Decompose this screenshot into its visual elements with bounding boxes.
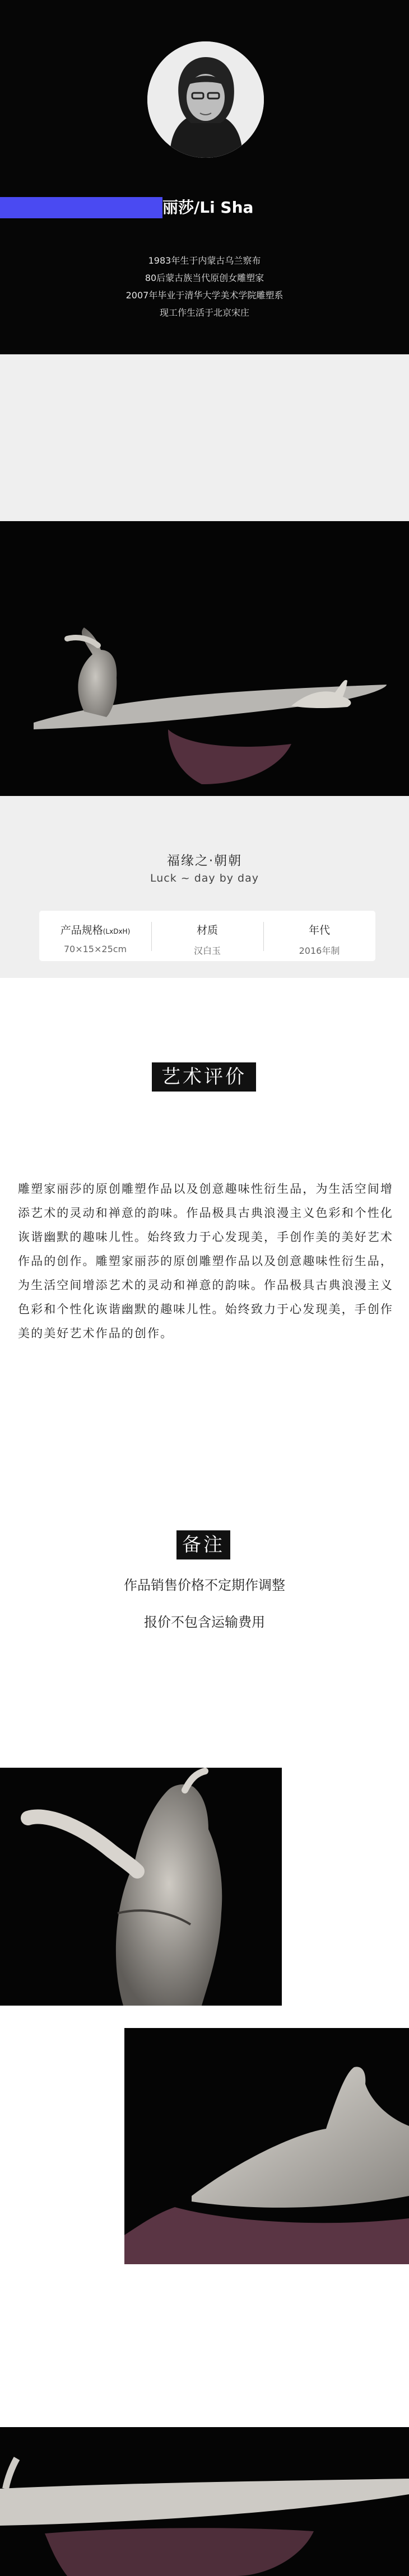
bio-line: 80后蒙古族当代原创女雕塑家 — [145, 273, 264, 283]
evaluation-heading: 艺术评价 — [152, 1062, 256, 1092]
spec-year — [263, 911, 375, 961]
evaluation-text: 雕塑家丽莎的原创雕塑作品以及创意趣味性衍生品，为生活空间增添艺术的灵动和禅意的韵味。作品极具古典浪漫主义色彩和个性化诙谐幽默的趣味儿性。始终致力于心发现美，手创作美的美好艺术作品的创作。雕塑家丽莎的原创雕塑作品以及创意趣味性衍生品，为生活空间增添艺术的灵动和禅意的韵味。作品极具古典浪漫主义色彩和个性化诙谐幽默的趣味儿性。始终致力于心发现美，手创作美的美好艺术作品的创作。 — [18, 1182, 393, 1340]
artist-avatar — [147, 41, 264, 158]
spec-size-label: 产品规格 — [60, 924, 103, 936]
artwork-info — [0, 796, 409, 978]
spacer-panel — [0, 354, 409, 521]
note-line-shipping: 报价不包含运输费用 — [144, 1614, 265, 1630]
spec-material-value: 汉白玉 — [193, 945, 221, 956]
detail-photo-reclining — [124, 2028, 409, 2264]
spec-size-unit: (LxDxH) — [103, 928, 131, 935]
bio-line: 2007年毕业于清华大学美术学院雕塑系 — [126, 290, 283, 301]
sculpture-hero-image — [0, 521, 409, 796]
detail-photo-base — [0, 2427, 409, 2576]
spec-year-label: 年代 — [308, 924, 330, 936]
spec-card — [39, 911, 375, 961]
spec-material-label: 材质 — [196, 924, 218, 936]
bio-line: 现工作生活于北京宋庄 — [159, 307, 249, 318]
artist-bio — [0, 252, 409, 321]
detail-photo-figure — [0, 1768, 282, 2006]
spec-size — [39, 911, 151, 961]
artwork-title: 福缘之·朝朝 — [166, 854, 243, 868]
notes-heading: 备注 — [176, 1530, 230, 1559]
spec-year-value: 2016年制 — [299, 945, 340, 956]
artwork-subtitle: Luck ~ day by day — [150, 872, 259, 884]
note-line-price: 作品销售价格不定期作调整 — [124, 1577, 285, 1593]
artist-name: 丽莎/Li Sha — [162, 198, 254, 217]
name-accent-bar — [0, 197, 162, 218]
artist-header — [0, 0, 409, 354]
spec-size-value: 70×15×25cm — [63, 944, 127, 954]
spec-material — [151, 911, 263, 961]
bio-line: 1983年生于内蒙古乌兰察布 — [148, 255, 261, 266]
